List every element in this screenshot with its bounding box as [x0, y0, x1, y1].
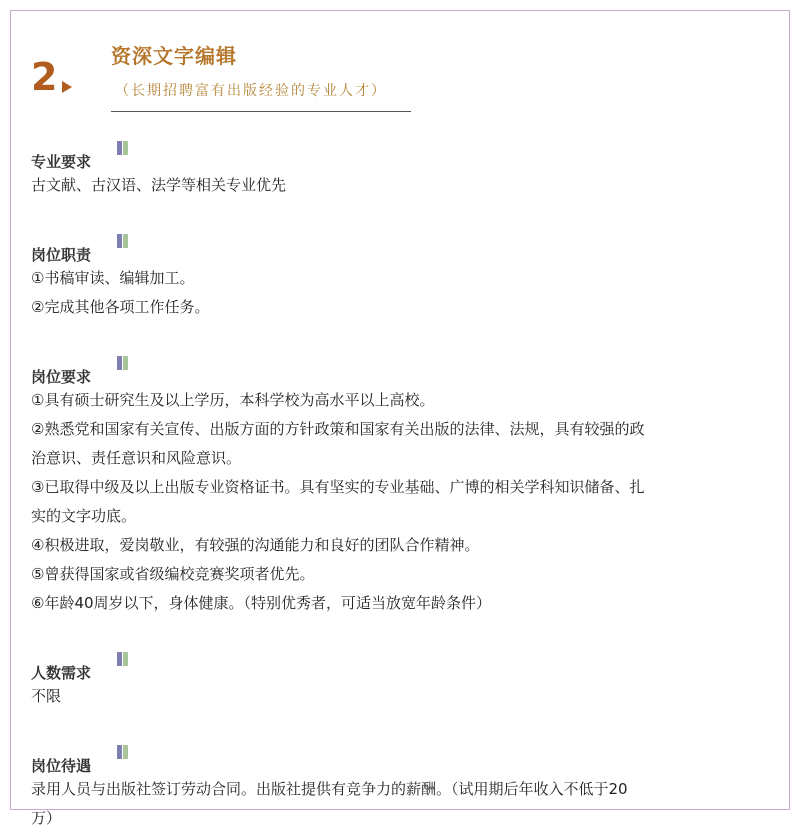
- section-title: 岗位要求: [31, 368, 92, 386]
- section-heading-headcount: [31, 652, 771, 682]
- job-header: [11, 11, 791, 121]
- section-line: 万）: [31, 809, 62, 827]
- section-heading-benefits: [31, 745, 771, 775]
- section-line: 治意识、责任意识和风险意识。: [31, 449, 242, 467]
- bar-marker-icon: [117, 652, 131, 666]
- section-title: 人数需求: [31, 664, 92, 682]
- section-line: ⑥年龄40周岁以下，身体健康。（特别优秀者，可适当放宽年龄条件）: [31, 594, 492, 612]
- section-line: ④积极进取，爱岗敬业，有较强的沟通能力和良好的团队合作精神。: [31, 536, 480, 554]
- job-content: [31, 121, 771, 833]
- section-line: ⑤曾获得国家或省级编校竞赛奖项者优先。: [31, 565, 315, 583]
- section-title: 岗位职责: [31, 246, 92, 264]
- header-divider: [111, 111, 411, 112]
- section-line: 录用人员与出版社签订劳动合同。出版社提供有竞争力的薪酬。（试用期后年收入不低于20: [31, 780, 628, 798]
- job-title: 资深文字编辑: [111, 44, 237, 68]
- bar-marker-icon: [117, 356, 131, 370]
- bar-marker-icon: [117, 745, 131, 759]
- triangle-arrow-icon: [62, 81, 72, 93]
- section-line: ②熟悉党和国家有关宣传、出版方面的方针政策和国家有关出版的法律、法规，具有较强的政: [31, 420, 645, 438]
- section-line: ①书稿审读、编辑加工。: [31, 269, 195, 287]
- page-frame: [10, 10, 790, 827]
- section-title: 岗位待遇: [31, 757, 92, 775]
- bar-marker-icon: [117, 234, 131, 248]
- section-line: 古文献、古汉语、法学等相关专业优先: [31, 176, 287, 194]
- section-heading-requirements: [31, 356, 771, 386]
- section-heading-major: [31, 141, 771, 171]
- section-line: 不限: [31, 687, 62, 705]
- section-heading-duties: [31, 234, 771, 264]
- section-number: 2: [31, 55, 58, 99]
- job-subtitle: （长期招聘富有出版经验的专业人才）: [115, 83, 387, 99]
- section-title: 专业要求: [31, 153, 92, 171]
- section-line: ②完成其他各项工作任务。: [31, 298, 210, 316]
- bar-marker-icon: [117, 141, 131, 155]
- section-line: ③已取得中级及以上出版专业资格证书。具有坚实的专业基础、广博的相关学科知识储备、扎: [31, 478, 645, 496]
- section-line: ①具有硕士研究生及以上学历，本科学校为高水平以上高校。: [31, 391, 435, 409]
- section-line: 实的文字功底。: [31, 507, 137, 525]
